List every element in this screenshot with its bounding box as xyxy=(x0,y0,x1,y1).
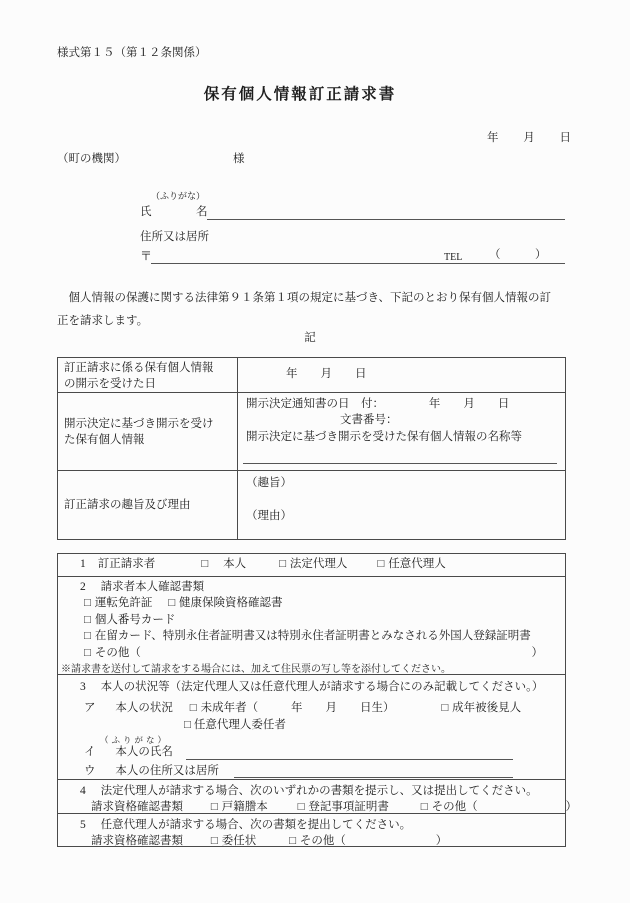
item5-row xyxy=(58,813,565,846)
item5-number: 5 xyxy=(80,819,86,831)
notice-date-line: 開示決定通知書の日 付： 年 月 日 xyxy=(246,398,510,410)
item5-options-line xyxy=(58,833,565,849)
option-legal-rep: □ 法定代理人 xyxy=(279,557,347,573)
option-voluntary-rep: □ 任意代理人 xyxy=(377,557,445,573)
item3-title-line xyxy=(80,680,543,696)
item4-doc-label: 請求資格確認書類 xyxy=(91,801,183,814)
purport-label: （趣旨） xyxy=(246,477,292,489)
furigana-label: （ふりがな） xyxy=(151,191,206,201)
checkbox-icon: □ xyxy=(84,597,91,610)
disclosed-info-name-line: 開示決定に基づき開示を受けた保有個人情報の名称等 xyxy=(246,430,522,443)
item5-close-paren: ） xyxy=(435,835,448,848)
item3-row xyxy=(58,674,565,779)
t1-row2-value xyxy=(238,392,565,470)
item1-number: 1 xyxy=(80,558,86,571)
item3-address-line xyxy=(84,764,219,780)
item2-options-line3 xyxy=(58,628,565,644)
address-label: 住所又は居所 xyxy=(140,231,209,243)
t1-row2-label: 開示決定に基づき開示を受け た保有個人情報 xyxy=(58,392,238,470)
option-registry-certificate: □ 登記事項証明書 xyxy=(298,801,392,813)
name-field-underline xyxy=(207,219,565,220)
name-label-1: 氏 xyxy=(140,206,152,218)
checkbox-icon: □ xyxy=(168,597,176,610)
addressee-org: （町の機関） xyxy=(57,153,126,165)
checkbox-icon: □ xyxy=(84,630,91,643)
item2-title-line xyxy=(58,579,565,595)
item3-status-line xyxy=(84,701,521,717)
form-title: 保有個人情報訂正請求書 xyxy=(203,86,397,103)
checkbox-icon: □ xyxy=(377,558,385,571)
option-other: □ その他（ xyxy=(84,645,141,661)
date-line xyxy=(487,131,571,147)
option-drivers-license: □ 運転免許証 xyxy=(84,597,155,609)
option-adult-ward: □ 成年被後見人 xyxy=(441,702,521,714)
item3-name-line xyxy=(84,745,173,761)
option-family-register: □ 戸籍謄本 xyxy=(211,801,271,813)
name-label-2: 名 xyxy=(196,206,208,218)
checkbox-icon: □ xyxy=(289,835,297,848)
ki-heading: 記 xyxy=(304,332,316,344)
request-paragraph xyxy=(57,287,571,333)
form-number: 様式第１５（第１２条関係） xyxy=(57,47,207,59)
tel-parens: （ ） xyxy=(489,249,547,261)
item2-options-line1 xyxy=(58,595,565,611)
date-day-label: 日 xyxy=(559,132,571,144)
option-other-close-paren: ） xyxy=(531,646,543,659)
reason-label: （理由） xyxy=(246,509,292,522)
option-residence-card: □ 在留カード、特別永住者証明書又は特別永住者証明書とみなされる外国人登録証明書 xyxy=(84,630,531,642)
item2-row xyxy=(58,576,565,674)
item5-title-line xyxy=(58,817,565,833)
option-other-voluntary: □ その他（ xyxy=(289,835,349,847)
t1-row1-value: 年 月 日 xyxy=(286,368,367,381)
option-health-insurance: □ 健康保険資格確認書 xyxy=(168,597,282,609)
item5-title: 任意代理人が請求する場合、次の書類を提出してください。 xyxy=(100,819,412,831)
checkbox-icon: □ xyxy=(441,702,449,714)
disclosed-info-underline xyxy=(243,463,557,464)
item4-close-paren: ） xyxy=(565,801,577,814)
checkbox-icon: □ xyxy=(420,801,428,814)
request-paragraph-line2: 正を請求します。 xyxy=(57,315,149,327)
item4-row xyxy=(58,779,577,814)
item3-a-prefix: ア xyxy=(84,702,96,714)
item4-number: 4 xyxy=(80,785,86,797)
checkbox-icon: □ xyxy=(210,835,218,848)
item3-u-label: 本人の住所又は居所 xyxy=(115,765,219,777)
disclosure-table xyxy=(57,357,566,540)
item3-a-label: 本人の状況 xyxy=(115,702,173,714)
item3-number: 3 xyxy=(80,681,86,693)
option-voluntary-principal: □ 任意代理人委任者 xyxy=(184,718,286,734)
checkbox-icon: □ xyxy=(297,801,305,814)
checkbox-icon: □ xyxy=(279,558,287,571)
addressee-honorific: 様 xyxy=(233,153,245,165)
item1-row xyxy=(58,554,565,576)
item3-i-prefix: イ xyxy=(84,746,96,758)
checkbox-icon: □ xyxy=(201,558,209,571)
minor-birthdate-blanks: 年 月 日生） xyxy=(290,702,395,714)
option-mynumber-card: □ 個人番号カード xyxy=(84,614,175,626)
checkbox-icon: □ xyxy=(210,801,218,814)
item2-number: 2 xyxy=(80,581,86,593)
option-power-of-attorney: □ 委任状 xyxy=(211,835,259,847)
request-items-table xyxy=(57,553,577,848)
option-minor: □ 未成年者（ xyxy=(190,702,261,714)
date-month-label: 月 xyxy=(523,132,535,144)
checkbox-icon: □ xyxy=(84,646,91,659)
item3-i-label: 本人の氏名 xyxy=(115,746,173,758)
checkbox-icon: □ xyxy=(184,719,191,731)
item3-furigana-label: （ふりがな） xyxy=(100,735,170,745)
request-paragraph-line1: 個人情報の保護に関する法律第９１条第１項の規定に基づき、下記のとおり保有個人情報の訂 xyxy=(57,292,552,304)
item4-title-line xyxy=(58,783,565,799)
principal-address-underline xyxy=(234,777,513,778)
principal-name-underline xyxy=(186,759,513,760)
date-year-label: 年 xyxy=(487,132,499,144)
item2-title: 請求者本人確認書類 xyxy=(100,581,205,593)
t1-row1-label: 訂正請求に係る保有個人情報 の開示を受けた日 xyxy=(58,358,238,392)
item3-u-prefix: ウ xyxy=(84,765,96,777)
checkbox-icon: □ xyxy=(84,613,91,626)
option-self: □ 本人 xyxy=(201,557,246,573)
item2-options-line2 xyxy=(58,612,565,628)
checkbox-icon: □ xyxy=(189,702,197,714)
mail-request-note: ※請求書を送付して請求をする場合には、加えて住民票の写し等を添付してください。 xyxy=(61,664,451,676)
item3-title: 本人の状況等（法定代理人又は任意代理人が請求する場合にのみ記載してください。） xyxy=(100,681,544,693)
t1-row3-label: 訂正請求の趣旨及び理由 xyxy=(58,470,238,539)
item5-doc-label: 請求資格確認書類 xyxy=(91,835,183,848)
item2-options-line4 xyxy=(58,645,565,661)
document-number-line: 文書番号： xyxy=(340,414,398,427)
item1-title: 訂正請求者 xyxy=(97,558,156,571)
t1-row3-value xyxy=(238,470,565,539)
option-other-legal: □ その他（ xyxy=(421,801,481,813)
item4-title: 法定代理人が請求する場合、次のいずれかの書類を提示し、又は提出してください。 xyxy=(100,785,538,797)
tel-label: TEL xyxy=(444,252,463,263)
postal-mark-icon: 〒 xyxy=(140,249,153,263)
